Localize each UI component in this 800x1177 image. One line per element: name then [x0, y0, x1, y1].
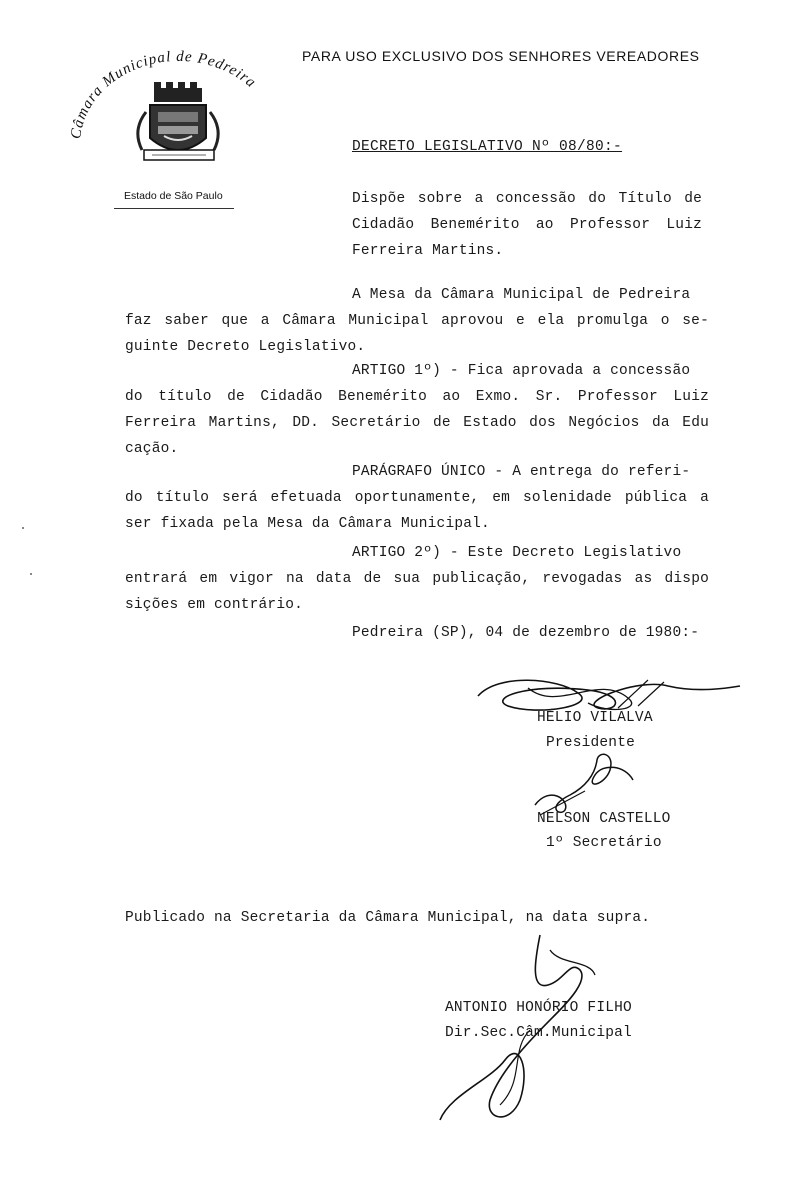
article-2-line: entrará em vigor na data de sua publicação, revogadas as dispo — [125, 571, 709, 587]
state-line: Estado de São Paulo — [124, 190, 223, 202]
article-1-line: do título de Cidadão Benemérito ao Exmo. Sr. Professor Luiz — [125, 389, 709, 405]
intro-line: guinte Decreto Legislativo. — [125, 339, 366, 355]
president-role: Presidente — [546, 735, 636, 751]
article-1-line: cação. — [125, 441, 179, 457]
state-underline — [114, 208, 234, 209]
president-name: HÉLIO VILALVA — [537, 710, 653, 726]
intro-line: A Mesa da Câmara Municipal de Pedreira — [352, 287, 691, 303]
article-2-line: sições em contrário. — [125, 597, 304, 613]
sole-paragraph-line: ser fixada pela Mesa da Câmara Municipal. — [125, 516, 490, 532]
secretary-role: 1º Secretário — [546, 835, 662, 851]
decree-title: DECRETO LEGISLATIVO Nº 08/80:- — [352, 139, 623, 155]
restricted-notice: PARA USO EXCLUSIVO DOS SENHORES VEREADORES — [302, 48, 700, 64]
decree-summary — [352, 186, 702, 264]
coat-of-arms-icon — [62, 50, 292, 200]
scan-speck — [22, 527, 24, 529]
director-role: Dir.Sec.Câm.Municipal — [445, 1025, 632, 1041]
director-name: ANTONIO HONÓRIO FILHO — [445, 1000, 632, 1016]
seal-text: Câmara Municipal de Pedreira — [68, 50, 260, 140]
scan-speck — [30, 573, 32, 575]
place-date: Pedreira (SP), 04 de dezembro de 1980:- — [352, 625, 700, 641]
sole-paragraph-line: PARÁGRAFO ÚNICO - A entrega do referi- — [352, 464, 691, 480]
article-2 — [125, 540, 709, 618]
intro-paragraph — [125, 282, 709, 360]
summary-line: Ferreira Martins. — [352, 243, 504, 259]
article-1-line: Ferreira Martins, DD. Secretário de Estado dos Negócios da Edu — [125, 415, 709, 431]
article-1-line: ARTIGO 1º) - Fica aprovada a concessão — [352, 363, 691, 379]
sole-paragraph-line: do título será efetuada oportunamente, em solenidade pública a — [125, 490, 709, 506]
summary-line: Cidadão Benemérito ao Professor Luiz — [352, 217, 702, 233]
secretary-name: NELSON CASTELLO — [537, 811, 671, 827]
sole-paragraph — [125, 459, 709, 537]
intro-line: faz saber que a Câmara Municipal aprovou e ela promulga o se- — [125, 313, 709, 329]
publication-note: Publicado na Secretaria da Câmara Municipal, na data supra. — [125, 910, 651, 926]
summary-line: Dispõe sobre a concessão do Título de — [352, 191, 702, 207]
article-1 — [125, 358, 709, 462]
municipal-seal — [62, 50, 292, 200]
article-2-line: ARTIGO 2º) - Este Decreto Legislativo — [352, 545, 682, 561]
